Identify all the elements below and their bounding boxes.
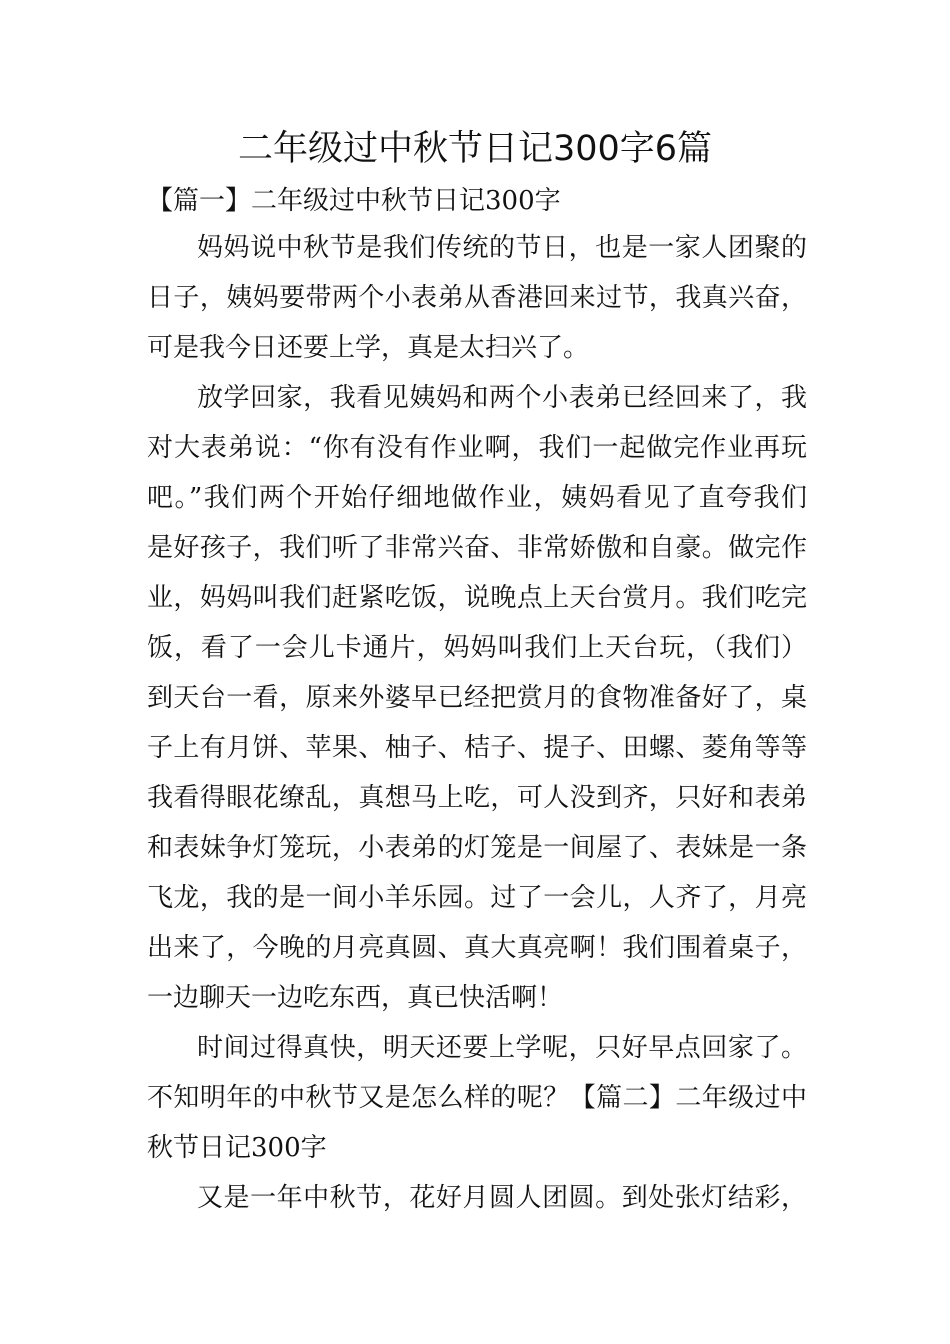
paragraph-line: 日子，姨妈要带两个小表弟从香港回来过节，我真兴奋， [147,283,807,313]
paragraph-line: 我看得眼花缭乱，真想马上吃，可人没到齐，只好和表弟 [147,783,807,813]
paragraph-line: 饭，看了一会儿卡通片，妈妈叫我们上天台玩，（我们） [147,633,807,663]
paragraph-line: 到天台一看，原来外婆早已经把赏月的食物准备好了，桌 [147,683,807,713]
paragraph-line: 和表妹争灯笼玩，小表弟的灯笼是一间屋了、表妹是一条 [147,833,807,863]
paragraph-line: 飞龙，我的是一间小羊乐园。过了一会儿，人齐了，月亮 [147,883,807,913]
paragraph-line: 吧。”我们两个开始仔细地做作业，姨妈看见了直夸我们 [147,483,807,513]
paragraph-line: 又是一年中秋节，花好月圆人团圆。到处张灯结彩， [197,1183,807,1213]
paragraph-line: 不知明年的中秋节又是怎么样的呢？【篇二】二年级过中 [147,1083,807,1113]
paragraph-line: 对大表弟说：“你有没有作业啊，我们一起做完作业再玩 [147,433,807,463]
paragraph-line: 秋节日记300字 [147,1133,327,1163]
section-heading: 【篇一】二年级过中秋节日记300字 [147,186,561,216]
paragraph-line: 出来了，今晚的月亮真圆、真大真亮啊！我们围着桌子， [147,933,807,963]
paragraph-line: 妈妈说中秋节是我们传统的节日，也是一家人团聚的 [197,233,807,263]
document-title: 二年级过中秋节日记300字6篇 [237,129,713,169]
paragraph-line: 子上有月饼、苹果、柚子、桔子、提子、田螺、菱角等等 [147,733,807,763]
paragraph-line: 是好孩子，我们听了非常兴奋、非常娇傲和自豪。做完作 [147,533,807,563]
paragraph-line: 放学回家，我看见姨妈和两个小表弟已经回来了，我 [197,383,807,413]
paragraph-line: 可是我今日还要上学，真是太扫兴了。 [147,333,590,363]
paragraph-line: 业，妈妈叫我们赶紧吃饭，说晚点上天台赏月。我们吃完 [147,583,807,613]
paragraph-line: 时间过得真快，明天还要上学呢，只好早点回家了。 [197,1033,807,1063]
paragraph-line: 一边聊天一边吃东西，真已快活啊！ [147,983,564,1013]
